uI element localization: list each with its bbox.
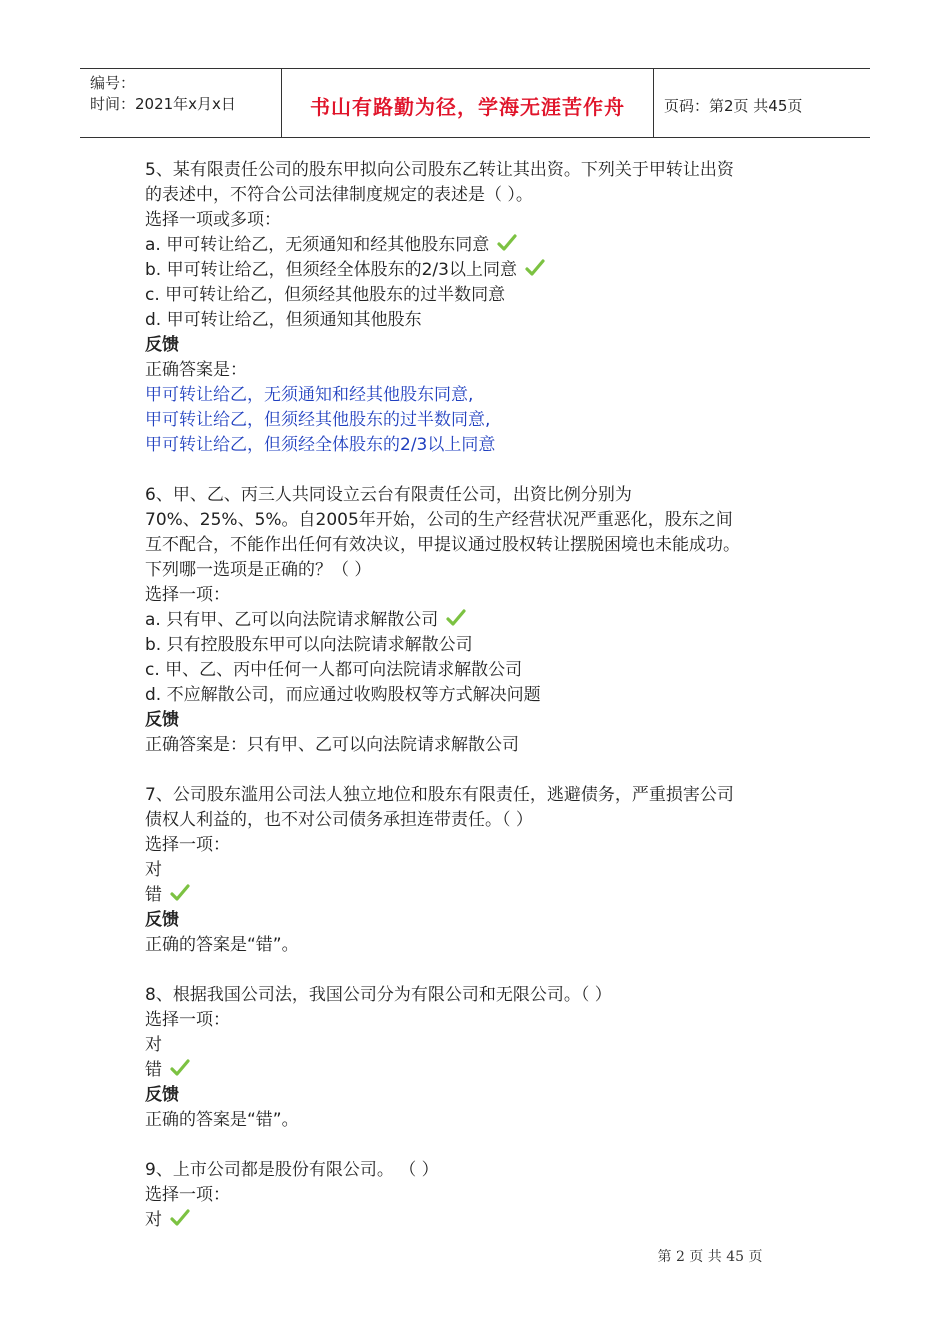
answer-option-label: d. 不应解散公司，而应通过收购股权等方式解决问题	[145, 685, 541, 705]
question-list	[145, 158, 825, 1258]
question-block	[145, 783, 825, 958]
question-block	[145, 483, 825, 758]
feedback-heading: 反馈	[145, 1085, 179, 1105]
page-header	[80, 68, 870, 138]
answer-option-label: b. 只有控股股东甲可以向法院请求解散公司	[145, 635, 473, 655]
check-mark-icon	[497, 233, 517, 253]
answer-option-label: b. 甲可转让给乙，但须经全体股东的2/3以上同意	[145, 260, 517, 280]
question-prompt: 选择一项：	[145, 585, 230, 605]
question-stem-line: 5、某有限责任公司的股东甲拟向公司股东乙转让其出资。下列关于甲转让出资	[145, 160, 734, 180]
answer-option[interactable]	[145, 308, 825, 333]
check-mark-icon	[170, 1208, 190, 1228]
answer-option[interactable]	[145, 883, 825, 908]
feedback-heading: 反馈	[145, 335, 179, 355]
answer-option[interactable]	[145, 858, 825, 883]
check-mark-icon	[525, 258, 545, 278]
correct-answer-item: 甲可转让给乙，无须通知和经其他股东同意,	[145, 385, 474, 405]
feedback-heading: 反馈	[145, 910, 179, 930]
answer-option[interactable]	[145, 233, 825, 258]
check-mark-icon	[446, 608, 466, 628]
question-block	[145, 983, 825, 1133]
question-prompt: 选择一项或多项：	[145, 210, 281, 230]
question-block	[145, 1158, 825, 1233]
header-motto: 书山有路勤为径，学海无涯苦作舟	[282, 69, 654, 137]
question-stem-line: 下列哪一选项是正确的？（ ）	[145, 560, 372, 580]
answer-option[interactable]	[145, 1058, 825, 1083]
number-label: 编号：	[90, 74, 136, 92]
answer-option[interactable]	[145, 683, 825, 708]
correct-answer-text: 正确的答案是“错”。	[145, 1110, 299, 1130]
answer-option-label: 错	[145, 1060, 162, 1080]
answer-option[interactable]	[145, 658, 825, 683]
correct-answer-text: 正确的答案是“错”。	[145, 935, 299, 955]
answer-option[interactable]	[145, 258, 825, 283]
time-label: 时间：2021年x月x日	[90, 95, 236, 113]
question-prompt: 选择一项：	[145, 835, 230, 855]
question-stem-line: 互不配合，不能作出任何有效决议，甲提议通过股权转让摆脱困境也未能成功。	[145, 535, 740, 555]
answer-option-label: c. 甲可转让给乙，但须经其他股东的过半数同意	[145, 285, 506, 305]
header-meta	[80, 69, 282, 137]
question-block	[145, 158, 825, 458]
answer-option-label: 对	[145, 1210, 162, 1230]
question-stem-line: 70%、25%、5%。自2005年开始，公司的生产经营状况严重恶化，股东之间	[145, 510, 733, 530]
answer-option[interactable]	[145, 1208, 825, 1233]
question-prompt: 选择一项：	[145, 1010, 230, 1030]
answer-option[interactable]	[145, 633, 825, 658]
question-stem-line: 的表述中，不符合公司法律制度规定的表述是（ ）。	[145, 185, 533, 205]
correct-answer-text: 正确答案是：	[145, 360, 247, 380]
answer-option-label: 错	[145, 885, 162, 905]
question-stem-line: 7、公司股东滥用公司法人独立地位和股东有限责任，逃避债务，严重损害公司	[145, 785, 734, 805]
answer-option[interactable]	[145, 283, 825, 308]
answer-option-label: a. 甲可转让给乙，无须通知和经其他股东同意	[145, 235, 490, 255]
question-stem-line: 8、根据我国公司法，我国公司分为有限公司和无限公司。（ ）	[145, 985, 612, 1005]
answer-option-label: 对	[145, 1035, 162, 1055]
correct-answer-item: 甲可转让给乙，但须经全体股东的2/3以上同意	[145, 435, 496, 455]
correct-answer-text: 正确答案是：只有甲、乙可以向法院请求解散公司	[145, 735, 519, 755]
answer-option-label: 对	[145, 860, 162, 880]
check-mark-icon	[170, 883, 190, 903]
page-footer	[0, 1246, 950, 1266]
question-stem-line: 债权人利益的，也不对公司债务承担连带责任。（ ）	[145, 810, 533, 830]
feedback-heading: 反馈	[145, 710, 179, 730]
answer-option-label: a. 只有甲、乙可以向法院请求解散公司	[145, 610, 439, 630]
question-stem-line: 9、上市公司都是股份有限公司。 （ ）	[145, 1160, 439, 1180]
question-prompt: 选择一项：	[145, 1185, 230, 1205]
footer-page-number: 第 2 页 共 45 页	[657, 1249, 763, 1265]
answer-option-label: c. 甲、乙、丙中任何一人都可向法院请求解散公司	[145, 660, 523, 680]
header-page-info: 页码：第2页 共45页	[664, 96, 803, 115]
answer-option[interactable]	[145, 1033, 825, 1058]
question-stem-line: 6、甲、乙、丙三人共同设立云台有限责任公司，出资比例分别为	[145, 485, 632, 505]
answer-option[interactable]	[145, 608, 825, 633]
check-mark-icon	[170, 1058, 190, 1078]
answer-option-label: d. 甲可转让给乙，但须通知其他股东	[145, 310, 422, 330]
correct-answer-item: 甲可转让给乙，但须经其他股东的过半数同意,	[145, 410, 491, 430]
